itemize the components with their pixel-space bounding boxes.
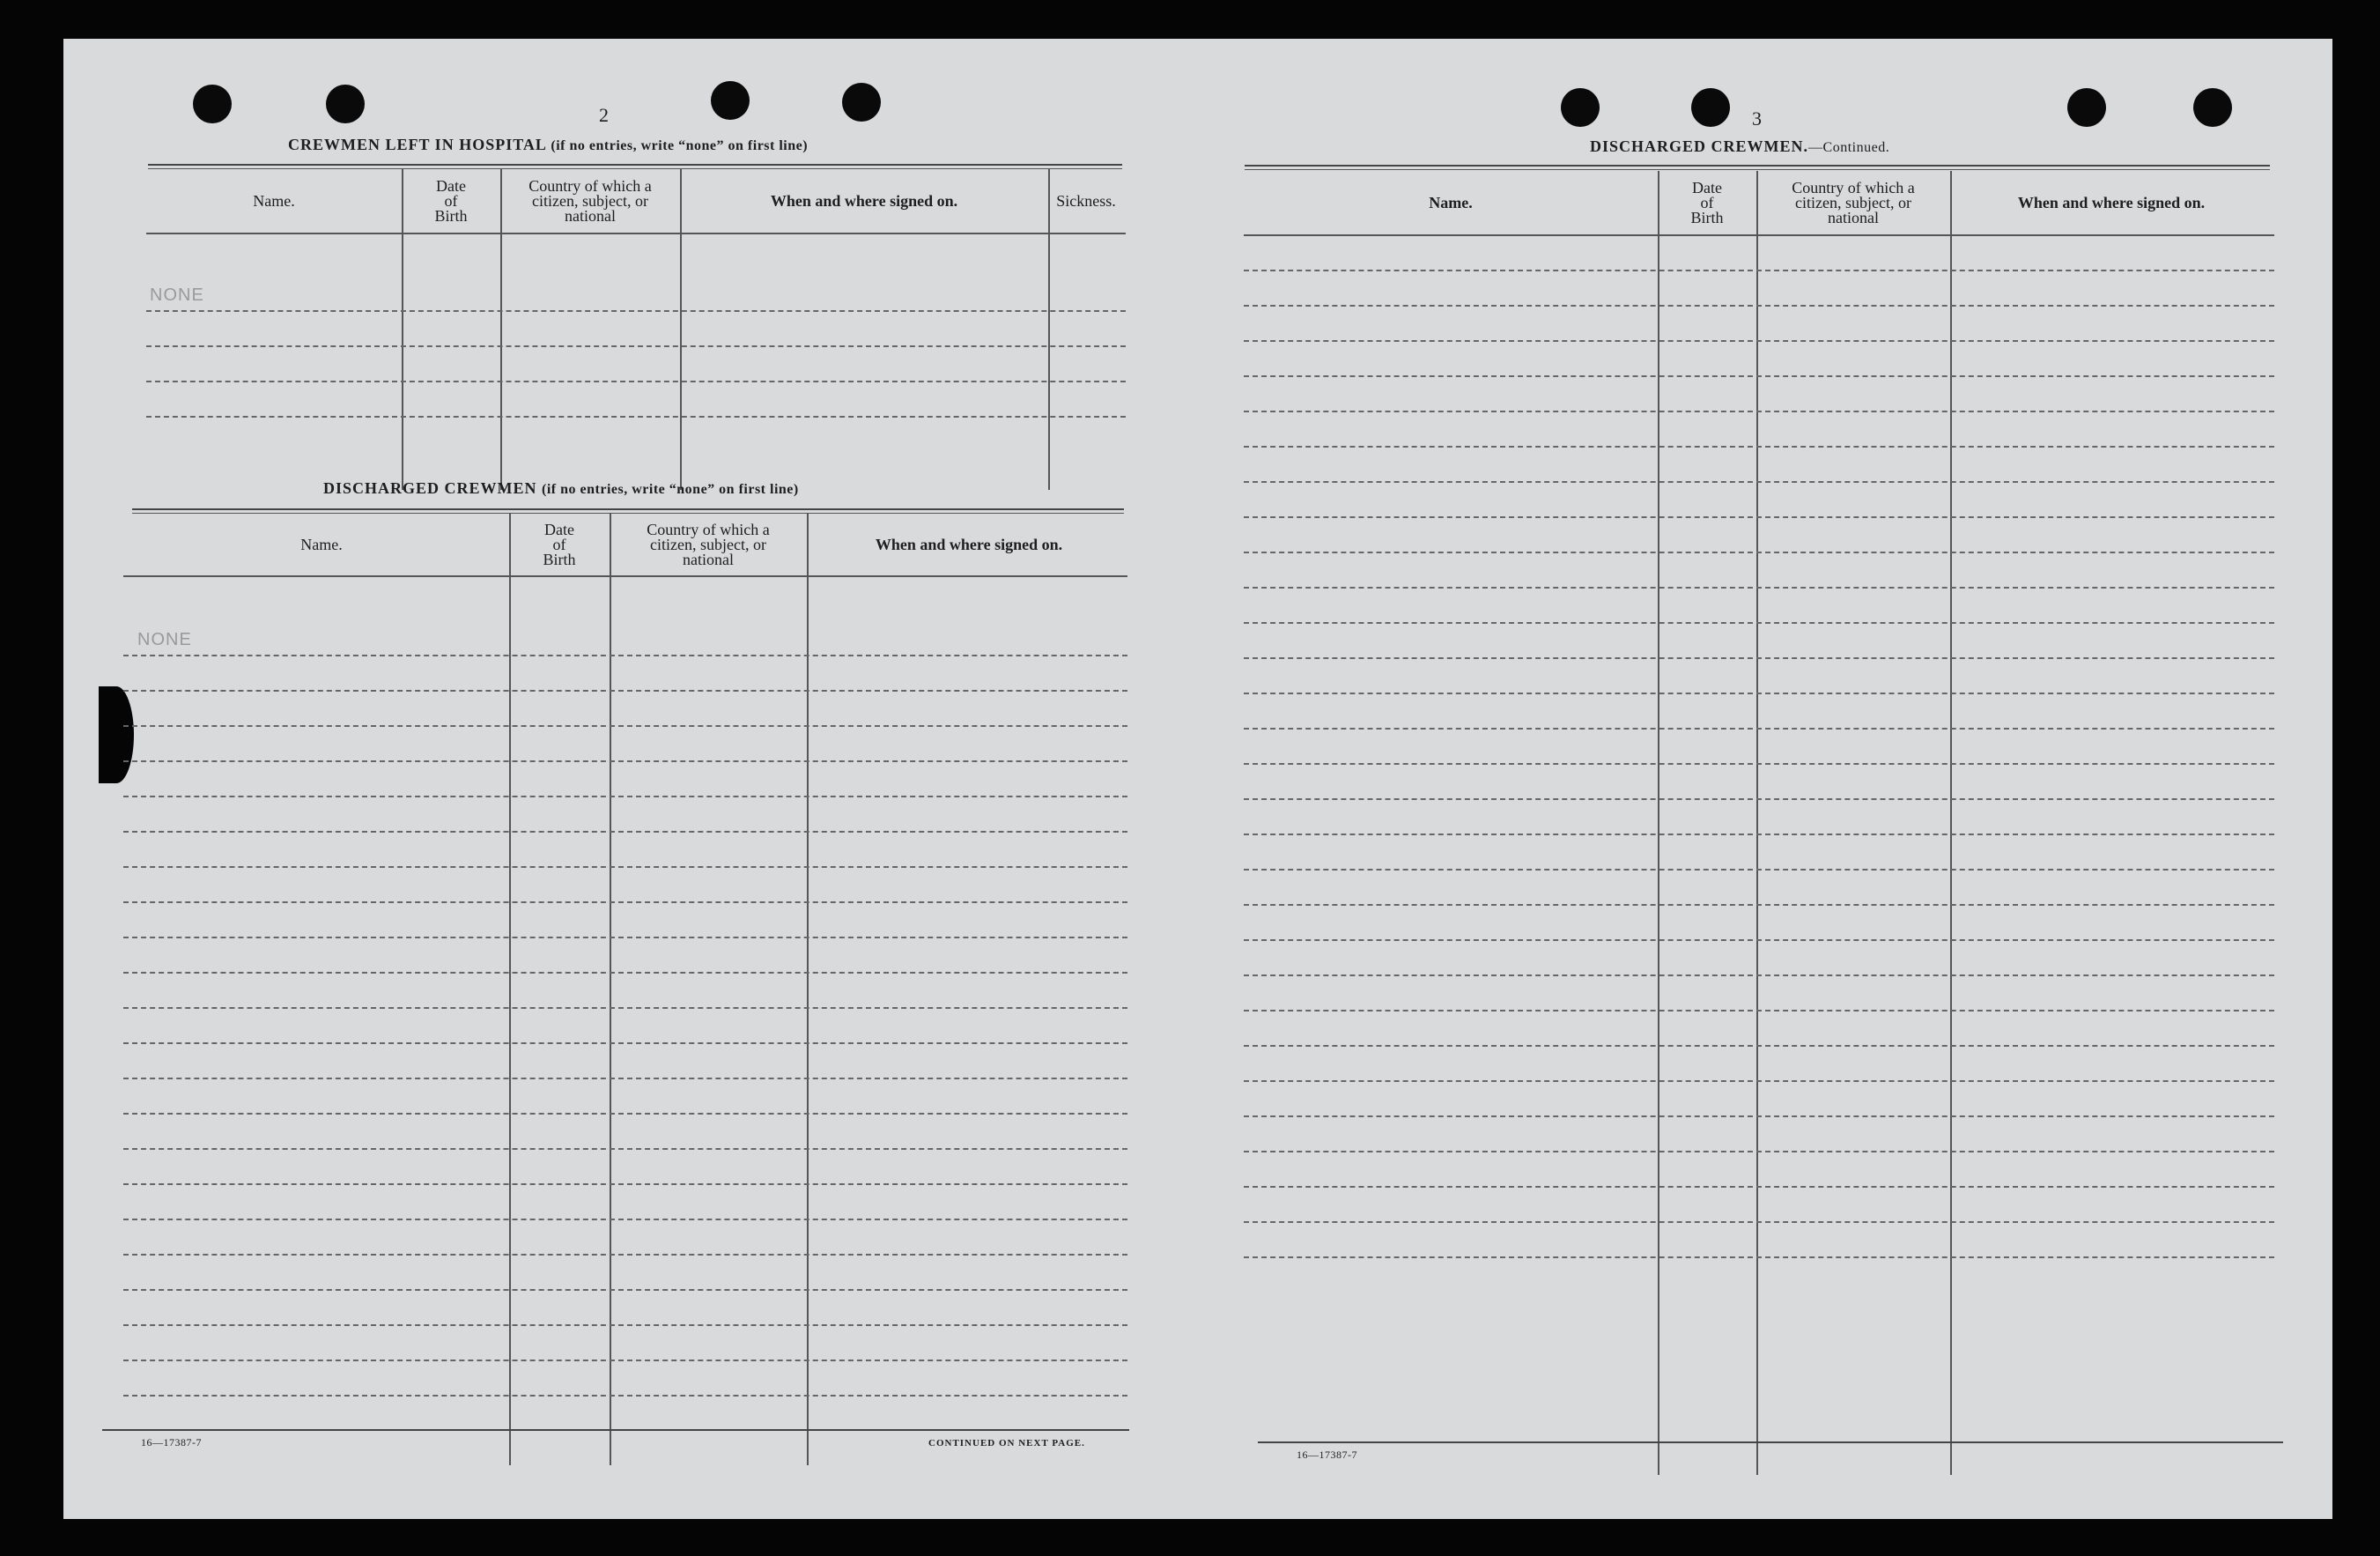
continued-note: CONTINUED ON NEXT PAGE.: [928, 1438, 1085, 1449]
handwritten-entry: NONE: [137, 630, 192, 649]
punch-hole: [711, 81, 750, 120]
column-header: Date of Birth: [434, 176, 468, 225]
table-row[interactable]: [123, 1113, 1127, 1115]
table-row[interactable]: [1244, 798, 2274, 800]
table-row[interactable]: [123, 972, 1127, 974]
table-row[interactable]: [123, 760, 1127, 762]
table-row[interactable]: [1244, 411, 2274, 412]
table-row[interactable]: [1244, 974, 2274, 976]
table-row[interactable]: [123, 1148, 1127, 1150]
column-header: Sickness.: [1056, 191, 1116, 210]
table-row[interactable]: [1244, 1186, 2274, 1188]
page-number: 3: [1752, 107, 1762, 130]
hospital-title-text: CREWMEN LEFT IN HOSPITAL: [288, 136, 546, 153]
table-row[interactable]: [1244, 516, 2274, 518]
form-number: 16—17387-7: [141, 1436, 202, 1449]
table-row[interactable]: [1244, 552, 2274, 553]
punch-hole: [326, 85, 365, 123]
column-header: Name.: [300, 535, 343, 553]
table-row[interactable]: [1244, 1151, 2274, 1152]
punch-hole: [2193, 88, 2232, 127]
punch-hole: [842, 83, 881, 122]
column-divider: [610, 514, 611, 1465]
table-row[interactable]: [1244, 939, 2274, 941]
table-row[interactable]: [1244, 693, 2274, 694]
discharged-title-text: DISCHARGED CREWMEN: [323, 479, 537, 497]
handwritten-entry: NONE: [150, 285, 204, 305]
table-row[interactable]: [123, 655, 1127, 656]
section-rule: [132, 508, 1124, 510]
table-row[interactable]: [123, 1395, 1127, 1397]
column-header: Name.: [253, 191, 295, 210]
column-header: When and where signed on.: [770, 191, 958, 210]
column-divider: [1658, 171, 1659, 1475]
table-row[interactable]: [1244, 657, 2274, 659]
continued-suffix: —Continued.: [1808, 140, 1890, 155]
bottom-rule: [102, 1429, 1129, 1431]
table-row[interactable]: [1244, 340, 2274, 342]
table-row[interactable]: [1244, 1080, 2274, 1082]
document-sheet: [63, 39, 2332, 1519]
table-row[interactable]: [1244, 446, 2274, 448]
discharged-table: [123, 514, 1127, 1465]
column-header: When and where signed on.: [2017, 193, 2206, 211]
table-row[interactable]: [123, 831, 1127, 833]
header-rule: [146, 233, 1126, 234]
hospital-table: [146, 169, 1126, 486]
table-row[interactable]: [1244, 834, 2274, 835]
table-row[interactable]: [1244, 869, 2274, 871]
column-divider: [1950, 171, 1952, 1475]
column-header: When and where signed on.: [875, 535, 1063, 553]
table-row[interactable]: [1244, 728, 2274, 730]
table-row[interactable]: [123, 725, 1127, 727]
table-row[interactable]: [1244, 375, 2274, 377]
column-header: Date of Birth: [1690, 178, 1724, 226]
punch-hole: [193, 85, 232, 123]
section-rule: [1245, 165, 2270, 167]
column-divider: [402, 169, 403, 490]
column-divider: [500, 169, 502, 490]
header-rule: [1244, 234, 2274, 236]
table-row[interactable]: [123, 1183, 1127, 1185]
table-row[interactable]: [123, 1254, 1127, 1256]
column-header: Date of Birth: [543, 520, 576, 568]
table-row[interactable]: [123, 1219, 1127, 1220]
table-row[interactable]: [1244, 305, 2274, 307]
table-row[interactable]: [123, 937, 1127, 938]
punch-hole: [1691, 88, 1730, 127]
table-row[interactable]: [1244, 587, 2274, 589]
table-row[interactable]: [123, 1042, 1127, 1044]
continued-title-text: DISCHARGED CREWMEN.: [1590, 137, 1809, 155]
column-divider: [1048, 169, 1050, 490]
section-rule: [1245, 169, 2270, 170]
table-row[interactable]: [1244, 622, 2274, 624]
page-number: 2: [599, 104, 609, 126]
discharged-section-title: [323, 479, 799, 498]
header-rule: [123, 575, 1127, 577]
column-divider: [1756, 171, 1758, 1475]
table-row[interactable]: [1244, 1010, 2274, 1011]
table-row[interactable]: [123, 1360, 1127, 1361]
table-row[interactable]: [123, 796, 1127, 797]
table-row[interactable]: [123, 690, 1127, 692]
bottom-rule: [1258, 1441, 2283, 1443]
table-row[interactable]: [1244, 1256, 2274, 1258]
table-row[interactable]: [123, 1289, 1127, 1291]
column-header: Name.: [1429, 193, 1473, 211]
hospital-section-title: [288, 136, 808, 154]
table-row[interactable]: [146, 310, 1126, 312]
table-row[interactable]: [1244, 763, 2274, 765]
punch-hole: [2067, 88, 2106, 127]
table-row[interactable]: [123, 1324, 1127, 1326]
discharged-instruction: (if no entries, write “none” on first line): [542, 482, 799, 497]
section-rule: [148, 164, 1122, 166]
punch-hole: [1561, 88, 1600, 127]
table-row[interactable]: [146, 345, 1126, 347]
hospital-instruction: (if no entries, write “none” on first line): [551, 138, 809, 153]
column-header: Country of which a citizen, subject, or national: [528, 176, 652, 225]
table-row[interactable]: [1244, 1221, 2274, 1223]
table-row[interactable]: [123, 901, 1127, 903]
column-divider: [807, 514, 809, 1465]
form-number: 16—17387-7: [1297, 1449, 1357, 1461]
table-row[interactable]: [1244, 1045, 2274, 1047]
table-row[interactable]: [1244, 904, 2274, 906]
table-row[interactable]: [1244, 1115, 2274, 1117]
table-row[interactable]: [1244, 481, 2274, 483]
column-header: Country of which a citizen, subject, or national: [1792, 178, 1915, 226]
table-row[interactable]: [123, 866, 1127, 868]
table-row[interactable]: [146, 381, 1126, 382]
column-divider: [509, 514, 511, 1465]
table-row[interactable]: [1244, 270, 2274, 271]
continued-table: [1244, 171, 2274, 1475]
table-row[interactable]: [123, 1078, 1127, 1079]
table-row[interactable]: [123, 1007, 1127, 1009]
table-row[interactable]: [146, 416, 1126, 418]
column-header: Country of which a citizen, subject, or national: [647, 520, 770, 568]
continued-section-title: [1590, 137, 1889, 156]
column-divider: [680, 169, 682, 490]
